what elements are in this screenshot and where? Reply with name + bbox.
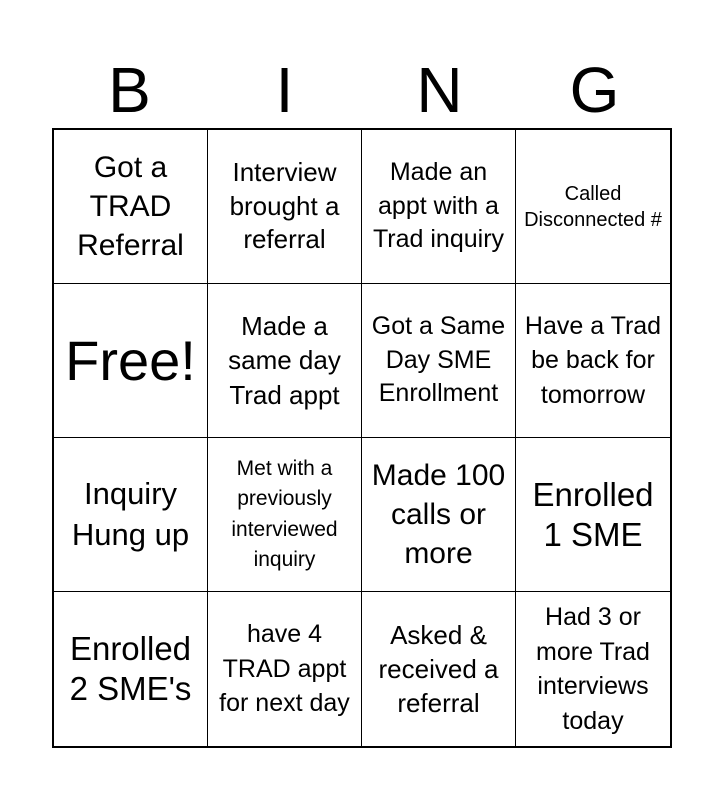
header-letter-b: B (108, 54, 151, 126)
bingo-cell-r3c2[interactable] (208, 438, 362, 592)
cell-text: Got a Same Day SME Enrollment (371, 311, 506, 408)
cell-text: Asked & received a referral (378, 619, 499, 719)
bingo-cell-free[interactable] (54, 284, 208, 438)
cell-text: Made a same day Trad appt (228, 311, 341, 410)
cell-text: Inquiry Hung up (71, 475, 190, 552)
bingo-grid (52, 128, 672, 748)
bingo-cell-r3c1[interactable] (54, 438, 208, 592)
bingo-cell-r4c3[interactable] (362, 592, 516, 746)
cell-text: Got a TRAD Referral (77, 151, 184, 262)
cell-text: Had 3 or more Trad interviews today (536, 603, 650, 735)
header-letter-g: G (569, 54, 620, 126)
cell-text: Interview brought a referral (229, 156, 340, 255)
cell-text: Enrolled 1 SME (532, 475, 654, 553)
bingo-cell-r1c2[interactable] (208, 130, 362, 284)
bingo-cell-r4c2[interactable] (208, 592, 362, 746)
header-letter-i: I (275, 54, 294, 126)
cell-text: Met with a previously interviewed inquiry (231, 456, 338, 571)
bingo-cell-r1c1[interactable] (54, 130, 208, 284)
bingo-cell-r1c3[interactable] (362, 130, 516, 284)
bingo-cell-r3c4[interactable] (516, 438, 670, 592)
cell-text: Made an appt with a Trad inquiry (372, 157, 505, 254)
cell-text: have 4 TRAD appt for next day (219, 620, 350, 718)
bingo-cell-r3c3[interactable] (362, 438, 516, 592)
header-letter-n: N (416, 54, 463, 126)
bingo-cell-r2c3[interactable] (362, 284, 516, 438)
cell-text: Have a Trad be back for tomorrow (524, 311, 662, 409)
bingo-cell-r4c4[interactable] (516, 592, 670, 746)
bingo-header (52, 52, 672, 128)
cell-text: Made 100 calls or more (371, 459, 506, 570)
bingo-cell-r2c4[interactable] (516, 284, 670, 438)
bingo-cell-r1c4[interactable] (516, 130, 670, 284)
cell-text: Enrolled 2 SME's (69, 630, 192, 707)
cell-text: Free! (65, 328, 196, 392)
bingo-cell-r2c2[interactable] (208, 284, 362, 438)
bingo-cell-r4c1[interactable] (54, 592, 208, 746)
cell-text: Called Disconnected # (524, 182, 662, 231)
